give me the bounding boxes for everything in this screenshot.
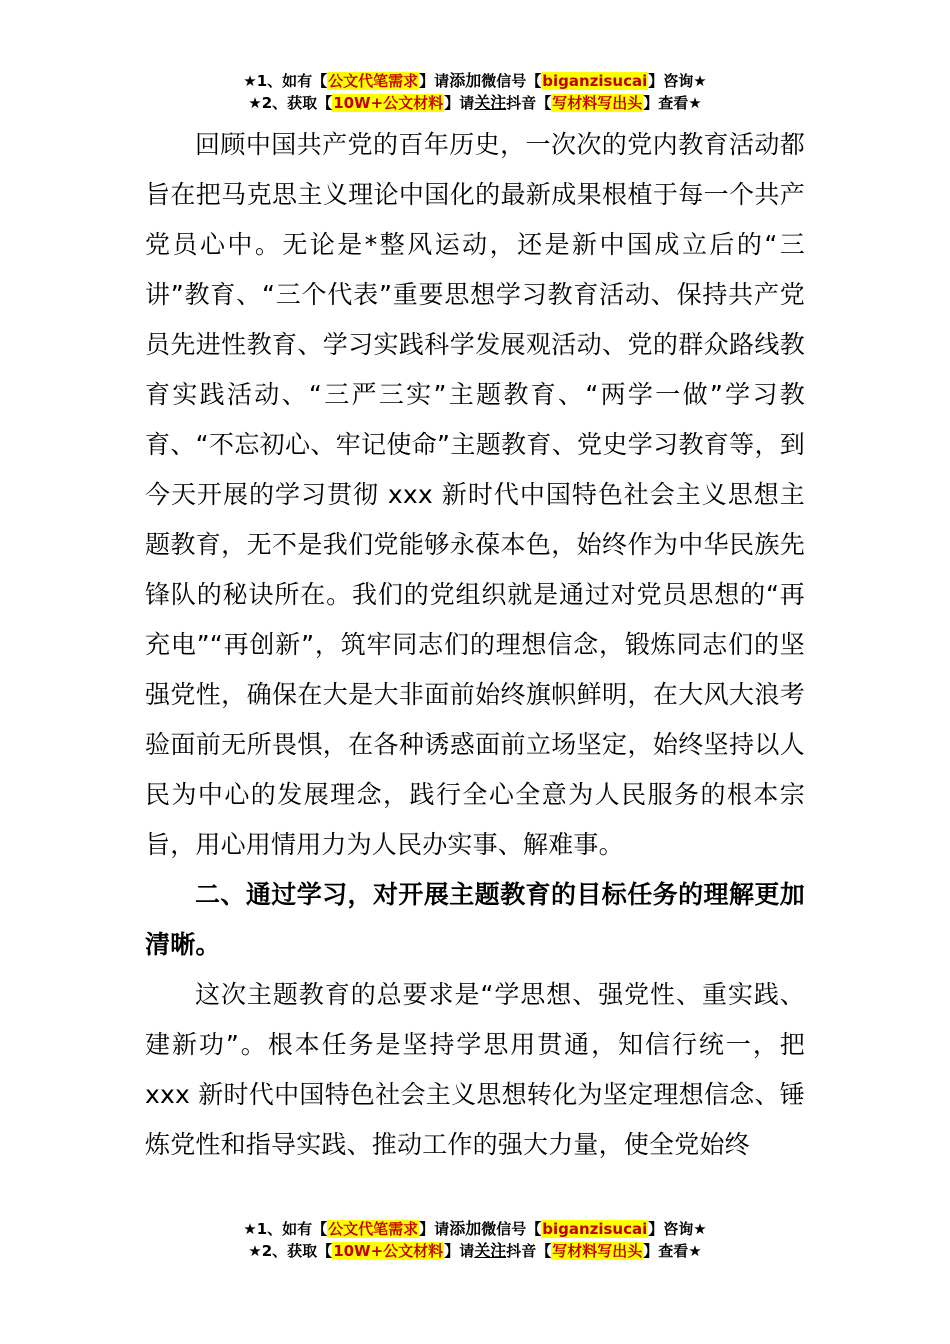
body-paragraph: 回顾中国共产党的百年历史，一次次的党内教育活动都旨在把马克思主义理论中国化的最新成果根植于每一个共产党员心中。无论是*整风运动，还是新中国成立后的“三讲”教育、“三个代表”重要思想学习教育活动、保持共产党员先进性教育、学习实践科学发展观活动、党的群众路线教育实践活动、“三严三实”主题教育、“两学一做”学习教育、“不忘初心、牢记使命”主题教育、党史学习教育等，到今天开展的学习贯彻 xxx 新时代中国特色社会主义思想主题教育，无不是我们党能够永葆本色，始终作为中华民族先锋队的秘诀所在。我们的党组织就是通过对党员思想的“再充电”“再创新”，筑牢同志们的理想信念，锻炼同志们的坚强党性，确保在大是大非面前始终旗帜鲜明，在大风大浪考验面前无所畏惧，在各种诱惑面前立场坚定，始终坚持以人民为中心的发展理念，践行全心全意为人民服务的根本宗旨，用心用情用力为人民办实事、解难事。 [145,130,805,859]
promo-line-2 [0,1240,950,1262]
promo-emphasis: 关注 [474,1241,507,1260]
promo-highlight: 公文代笔需求 [328,72,419,90]
promo-wechat-id: biganzisucai [542,1220,648,1238]
body-paragraph: 这次主题教育的总要求是“学思想、强党性、重实践、建新功”。根本任务是坚持学思用贯通，知信行统一，把 xxx 新时代中国特色社会主义思想转化为坚定理想信念、锤炼党性和指导实践、推动工作的强大力量，使全党始终 [145,980,805,1159]
footer-promo-banner [0,1218,950,1262]
promo-line-2 [0,92,950,114]
promo-text: 抖音【 [506,94,552,112]
promo-highlight: 10W+公文材料 [333,1242,444,1260]
promo-highlight: 公文代笔需求 [328,1220,419,1238]
promo-emphasis: 添加 [449,71,482,90]
promo-text: 】请 [419,72,450,90]
header-promo-banner [0,70,950,114]
document-body [145,120,805,1170]
promo-text: ★1、如有【 [243,1220,328,1238]
promo-text: 】请 [419,1220,450,1238]
promo-text: 】咨询★ [648,1220,707,1238]
promo-text: ★2、获取【 [248,94,333,112]
promo-text: ★1、如有【 [243,72,328,90]
promo-wechat-id: biganzisucai [542,72,648,90]
promo-text: 微信号【 [481,1220,542,1238]
promo-text: 】查看★ [643,94,702,112]
promo-text: 】请 [444,94,475,112]
promo-emphasis: 添加 [449,1219,482,1238]
promo-text: 】咨询★ [648,72,707,90]
section-heading: 二、通过学习，对开展主题教育的目标任务的理解更加清晰。 [145,880,805,959]
promo-douyin-id: 写材料写出头 [552,1242,643,1260]
promo-text: ★2、获取【 [248,1242,333,1260]
promo-text: 微信号【 [481,72,542,90]
promo-emphasis: 关注 [474,93,507,112]
promo-text: 】查看★ [643,1242,702,1260]
promo-text: 抖音【 [506,1242,552,1260]
promo-highlight: 10W+公文材料 [333,94,444,112]
promo-line-1 [0,1218,950,1240]
promo-text: 】请 [444,1242,475,1260]
promo-douyin-id: 写材料写出头 [552,94,643,112]
promo-line-1 [0,70,950,92]
